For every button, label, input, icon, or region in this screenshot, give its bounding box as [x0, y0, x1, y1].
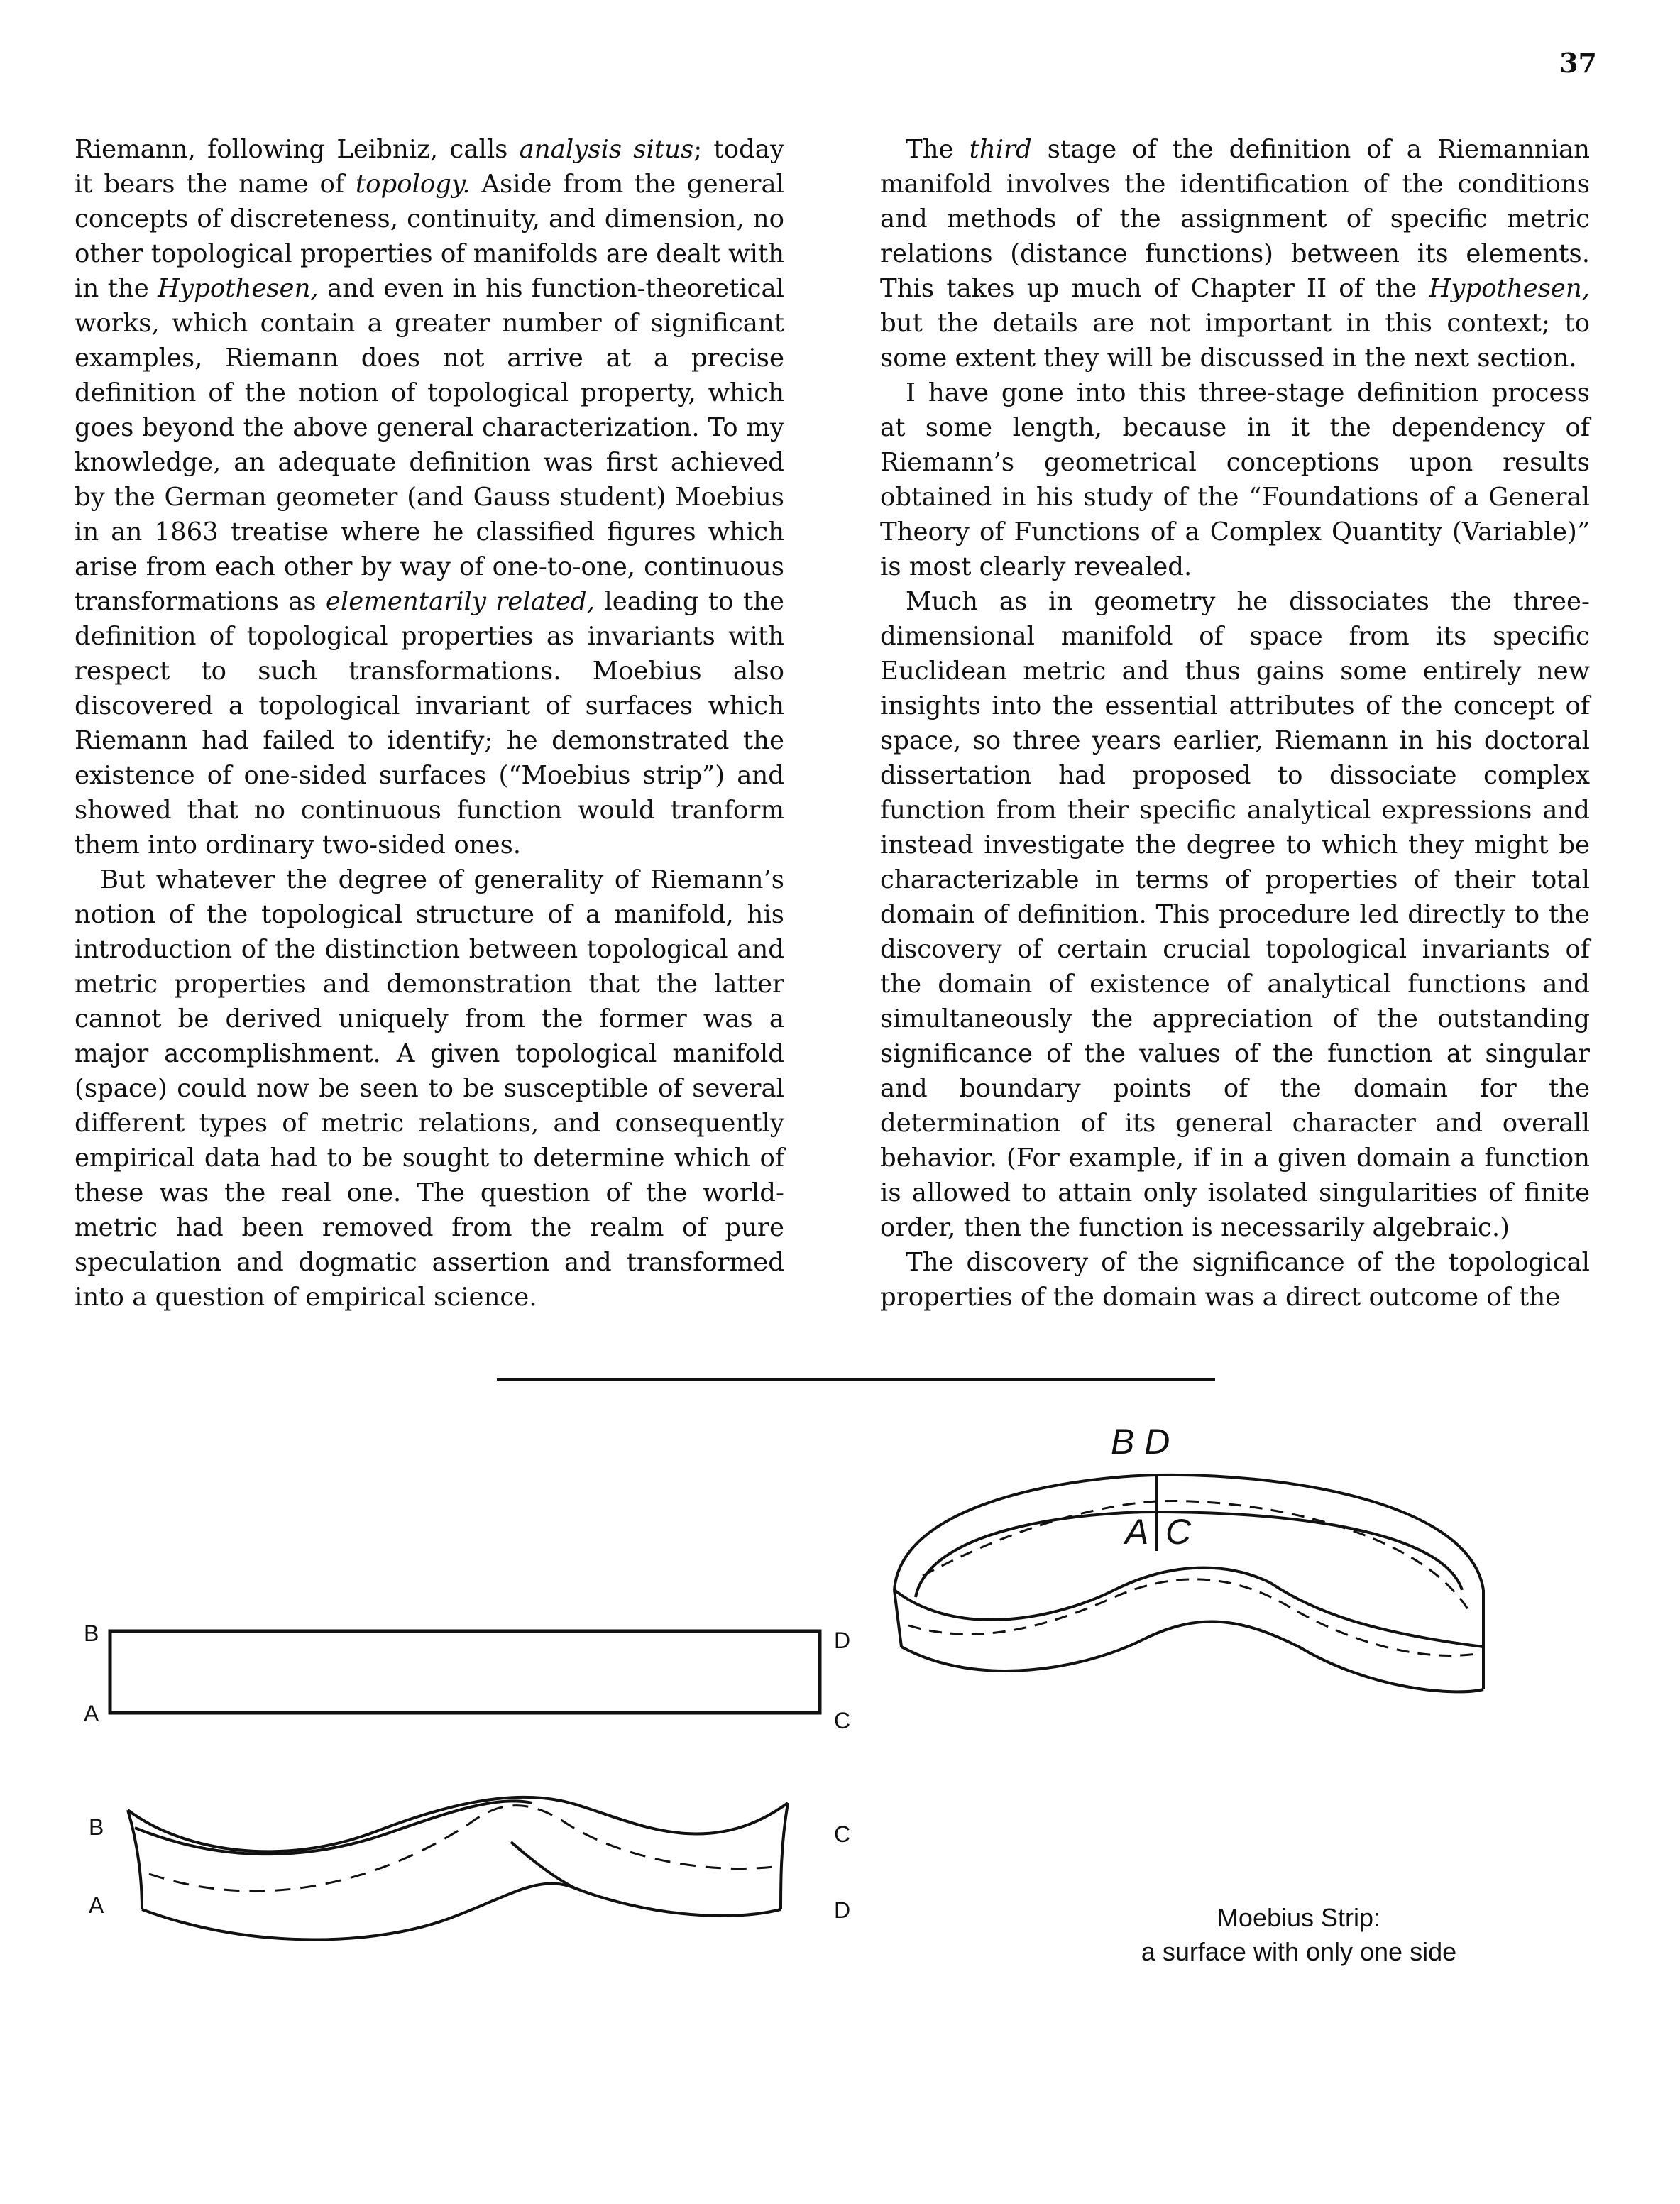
paper-strip-rectangle [110, 1631, 820, 1713]
italic-text: topology. [355, 170, 471, 199]
text-run: But whatever the degree of generality of Riemann’s notion of the topological structure of a manifold, his introduction of the distinction between topological and metric properties and demonstration that the latter cannot be derived uniquely from the former was a major accomplishment. A given topological manifold (space) could now be seen to be susceptible of several different types of metric relations, and consequently empirical data had to be sought to determine which of these was the real one. The question of the world-metric had been removed from the realm of pure speculation and dogmatic assertion and transformed into a question of empirical science. [75, 865, 784, 1312]
text-run: I have gone into this three-stage definition process at some length, because in it the dependency of Riemann’s geometrical conceptions upon results obtained in his study of the “Foundations of a General Theory of Functions of a Complex Quantity (Variable)” is most clearly revealed. [880, 378, 1590, 581]
paragraph [75, 132, 784, 862]
italic-text: elementarily related, [325, 587, 595, 616]
paragraph [880, 1245, 1590, 1315]
text-run: Aside from the general concepts of discreteness, continuity, and dimension, no other topological properties of manifolds are dealt with in the [75, 170, 784, 303]
text-run: but the details are not important in this context; to some extent they will be discussed in the next section. [880, 309, 1590, 373]
moebius-label-c: C [1165, 1512, 1192, 1552]
text-run: leading to the definition of topological properties as invariants with respect to such transformations. Moebius also discovered a topological invariant of surfaces which Riemann had failed to identify; he demonstrated the existence of one-sided surfaces (“Moebius strip”) and showed that no continuous function would tranform them into ordinary two-sided ones. [75, 587, 784, 860]
text-run: ; today it bears the name of [75, 135, 784, 199]
paragraph [880, 132, 1590, 375]
moebius-label-bd: B D [1111, 1422, 1170, 1462]
strip-label-b: B [89, 1814, 104, 1840]
text-run: The discovery of the significance of the topological properties of the domain was a direct outcome of the [880, 1248, 1590, 1312]
text-run: and even in his function-theoretical works, which contain a greater number of significant examples, Riemann does not arrive at a precise definition of the notion of topological property, which goes beyond the above general characterization. To my knowledge, an adequate definition was first achieved by the German geometer (and Gauss student) Moebius in an 1863 treatise where he classified figures which arise from each other by way of one-to-one, continuous transformations as [75, 274, 784, 616]
italic-text: Hypothesen, [158, 274, 319, 303]
text-run: Much as in geometry he dissociates the three-dimensional manifold of space from its specific Euclidean metric and thus gains some entirely new insights into the essential attributes of the concept of space, so three years earlier, Riemann in his doctoral dissertation had proposed to dissociate complex function from their specific analytical expressions and instead investigate the degree to which they might be characterizable in terms of properties of their total domain of definition. This procedure led directly to the discovery of certain crucial topological invariants of the domain of existence of analytical functions and simultaneously the appreciation of the outstanding significance of the values of the function at singular and boundary points of the domain for the determination of its general character and overall behavior. (For example, if in a given domain a function is allowed to attain only isolated singularities of finite order, then the function is necessarily algebraic.) [880, 587, 1590, 1242]
text-run: Riemann, following Leibniz, calls [75, 135, 520, 164]
paragraph [880, 375, 1590, 584]
strip-construction-figure [71, 1590, 873, 1966]
section-divider [497, 1378, 1215, 1381]
twisted-strip [128, 1797, 788, 1940]
moebius-strip-figure [873, 1413, 1576, 1753]
italic-text: third [969, 135, 1032, 164]
moebius-label-a: A [1125, 1512, 1149, 1552]
rect-label-b: B [84, 1621, 99, 1646]
page-number: 37 [1559, 47, 1597, 79]
left-column [75, 132, 784, 1315]
strip-label-c: C [834, 1821, 851, 1847]
right-column [880, 132, 1590, 1315]
paragraph [880, 584, 1590, 1245]
text-run: The [906, 135, 970, 164]
caption-title: Moebius Strip: [1217, 1903, 1381, 1932]
figure-caption [1015, 1901, 1583, 1969]
text-run: stage of the definition of a Riemannian manifold involves the identification of the conditions and methods of the assignment of specific metric relations (distance functions) between its elements. This takes up much of Chapter II of the [880, 135, 1590, 303]
italic-text: Hypothesen, [1429, 274, 1590, 303]
rect-label-d: D [834, 1628, 851, 1653]
rect-label-a: A [84, 1701, 99, 1726]
strip-label-d: D [834, 1897, 851, 1923]
moebius-band [894, 1475, 1483, 1692]
strip-label-a: A [89, 1892, 104, 1918]
italic-text: analysis situs [519, 135, 694, 164]
paragraph [75, 862, 784, 1315]
caption-subtitle: a surface with only one side [1141, 1937, 1457, 1966]
rect-label-c: C [834, 1708, 851, 1733]
